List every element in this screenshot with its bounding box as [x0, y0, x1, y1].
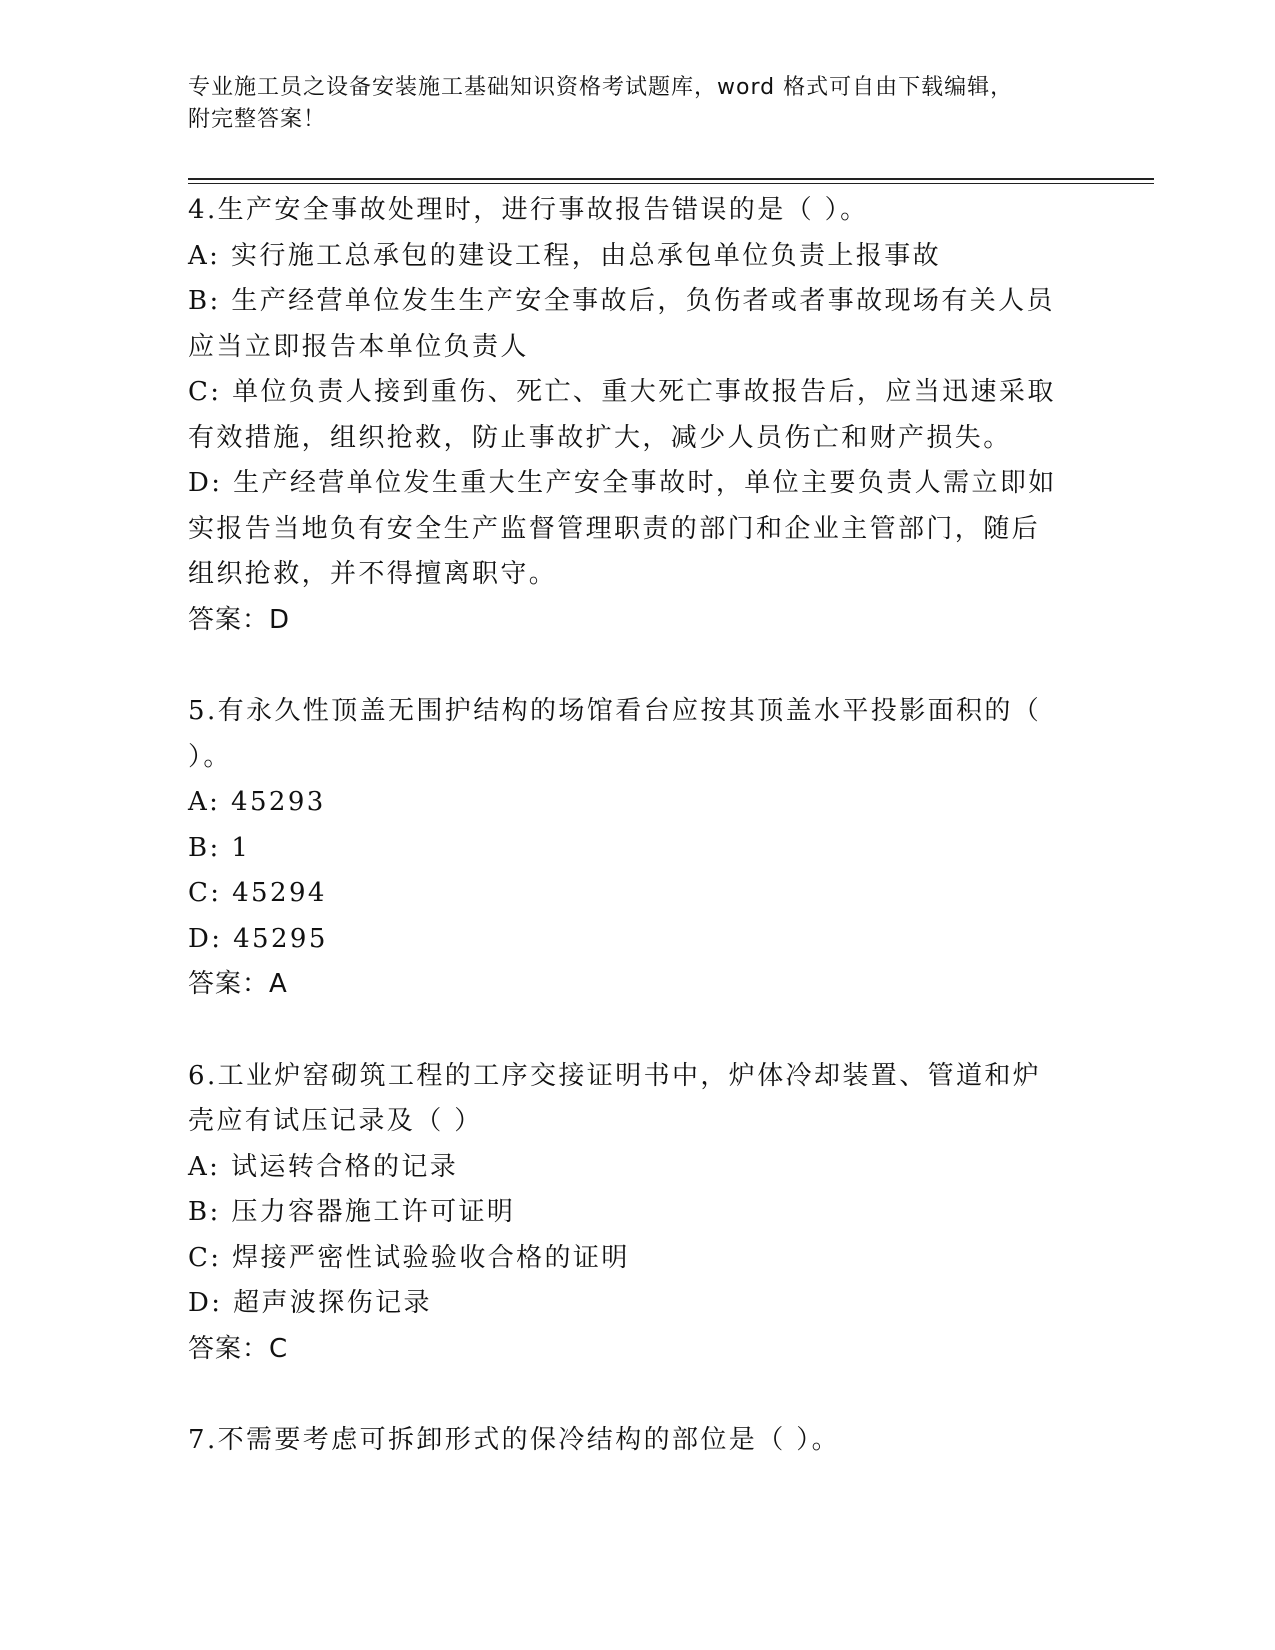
option-line: 有效措施，组织抢救，防止事故扩大，减少人员伤亡和财产损失。 [188, 422, 1012, 453]
question-item [188, 188, 1078, 643]
question-stem-line: ）。 [188, 741, 232, 772]
option-line: A: 试运转合格的记录 [188, 1151, 459, 1182]
question-stem-line: 7.不需要考虑可拆卸形式的保冷结构的部位是（ ）。 [188, 1425, 841, 1455]
option-line: D: 45295 [188, 923, 328, 954]
option-line: B: 1 [188, 832, 251, 863]
answer-line: 答案：C [188, 1333, 289, 1364]
option-line: A: 实行施工总承包的建设工程，由总承包单位负责上报事故 [188, 240, 942, 271]
option-line: C: 焊接严密性试验验收合格的证明 [188, 1242, 630, 1273]
option-line: B: 压力容器施工许可证明 [188, 1197, 516, 1227]
question-stem-line: 5.有永久性顶盖无围护结构的场馆看台应按其顶盖水平投影面积的（ [188, 696, 1042, 726]
option-line: 应当立即报告本单位负责人 [188, 331, 529, 362]
option-line: A: 45293 [188, 787, 326, 817]
option-line: C: 单位负责人接到重伤、死亡、重大死亡事故报告后，应当迅速采取 [188, 377, 1056, 407]
header-line-1: 专业施工员之设备安装施工基础知识资格考试题库，word 格式可自由下载编辑， [188, 75, 1014, 100]
answer-line: 答案：A [188, 969, 288, 999]
option-line: B: 生产经营单位发生生产安全事故后，负伤者或者事故现场有关人员 [188, 286, 1055, 316]
question-stem-line: 4.生产安全事故处理时，进行事故报告错误的是（ ）。 [188, 195, 869, 225]
question-list [188, 188, 1078, 1510]
question-item [188, 689, 1078, 1008]
option-line: D: 生产经营单位发生重大生产安全事故时，单位主要负责人需立即如 [188, 468, 1057, 498]
option-line: 组织抢救，并不得擅离职守。 [188, 559, 558, 589]
option-line: C: 45294 [188, 878, 327, 908]
answer-line: 答案：D [188, 604, 291, 635]
option-line: D: 超声波探伤记录 [188, 1288, 432, 1318]
question-stem-line: 壳应有试压记录及（ ） [188, 1106, 483, 1136]
header-divider-thick [188, 178, 1154, 180]
question-item [188, 1418, 1078, 1464]
document-header [188, 72, 1068, 136]
question-stem-line: 6.工业炉窑砌筑工程的工序交接证明书中，炉体冷却装置、管道和炉 [188, 1060, 1042, 1091]
option-line: 实报告当地负有安全生产监督管理职责的部门和企业主管部门，随后 [188, 513, 1041, 544]
question-item [188, 1054, 1078, 1373]
header-line-2: 附完整答案！ [188, 107, 327, 132]
header-divider-thin [188, 183, 1154, 184]
